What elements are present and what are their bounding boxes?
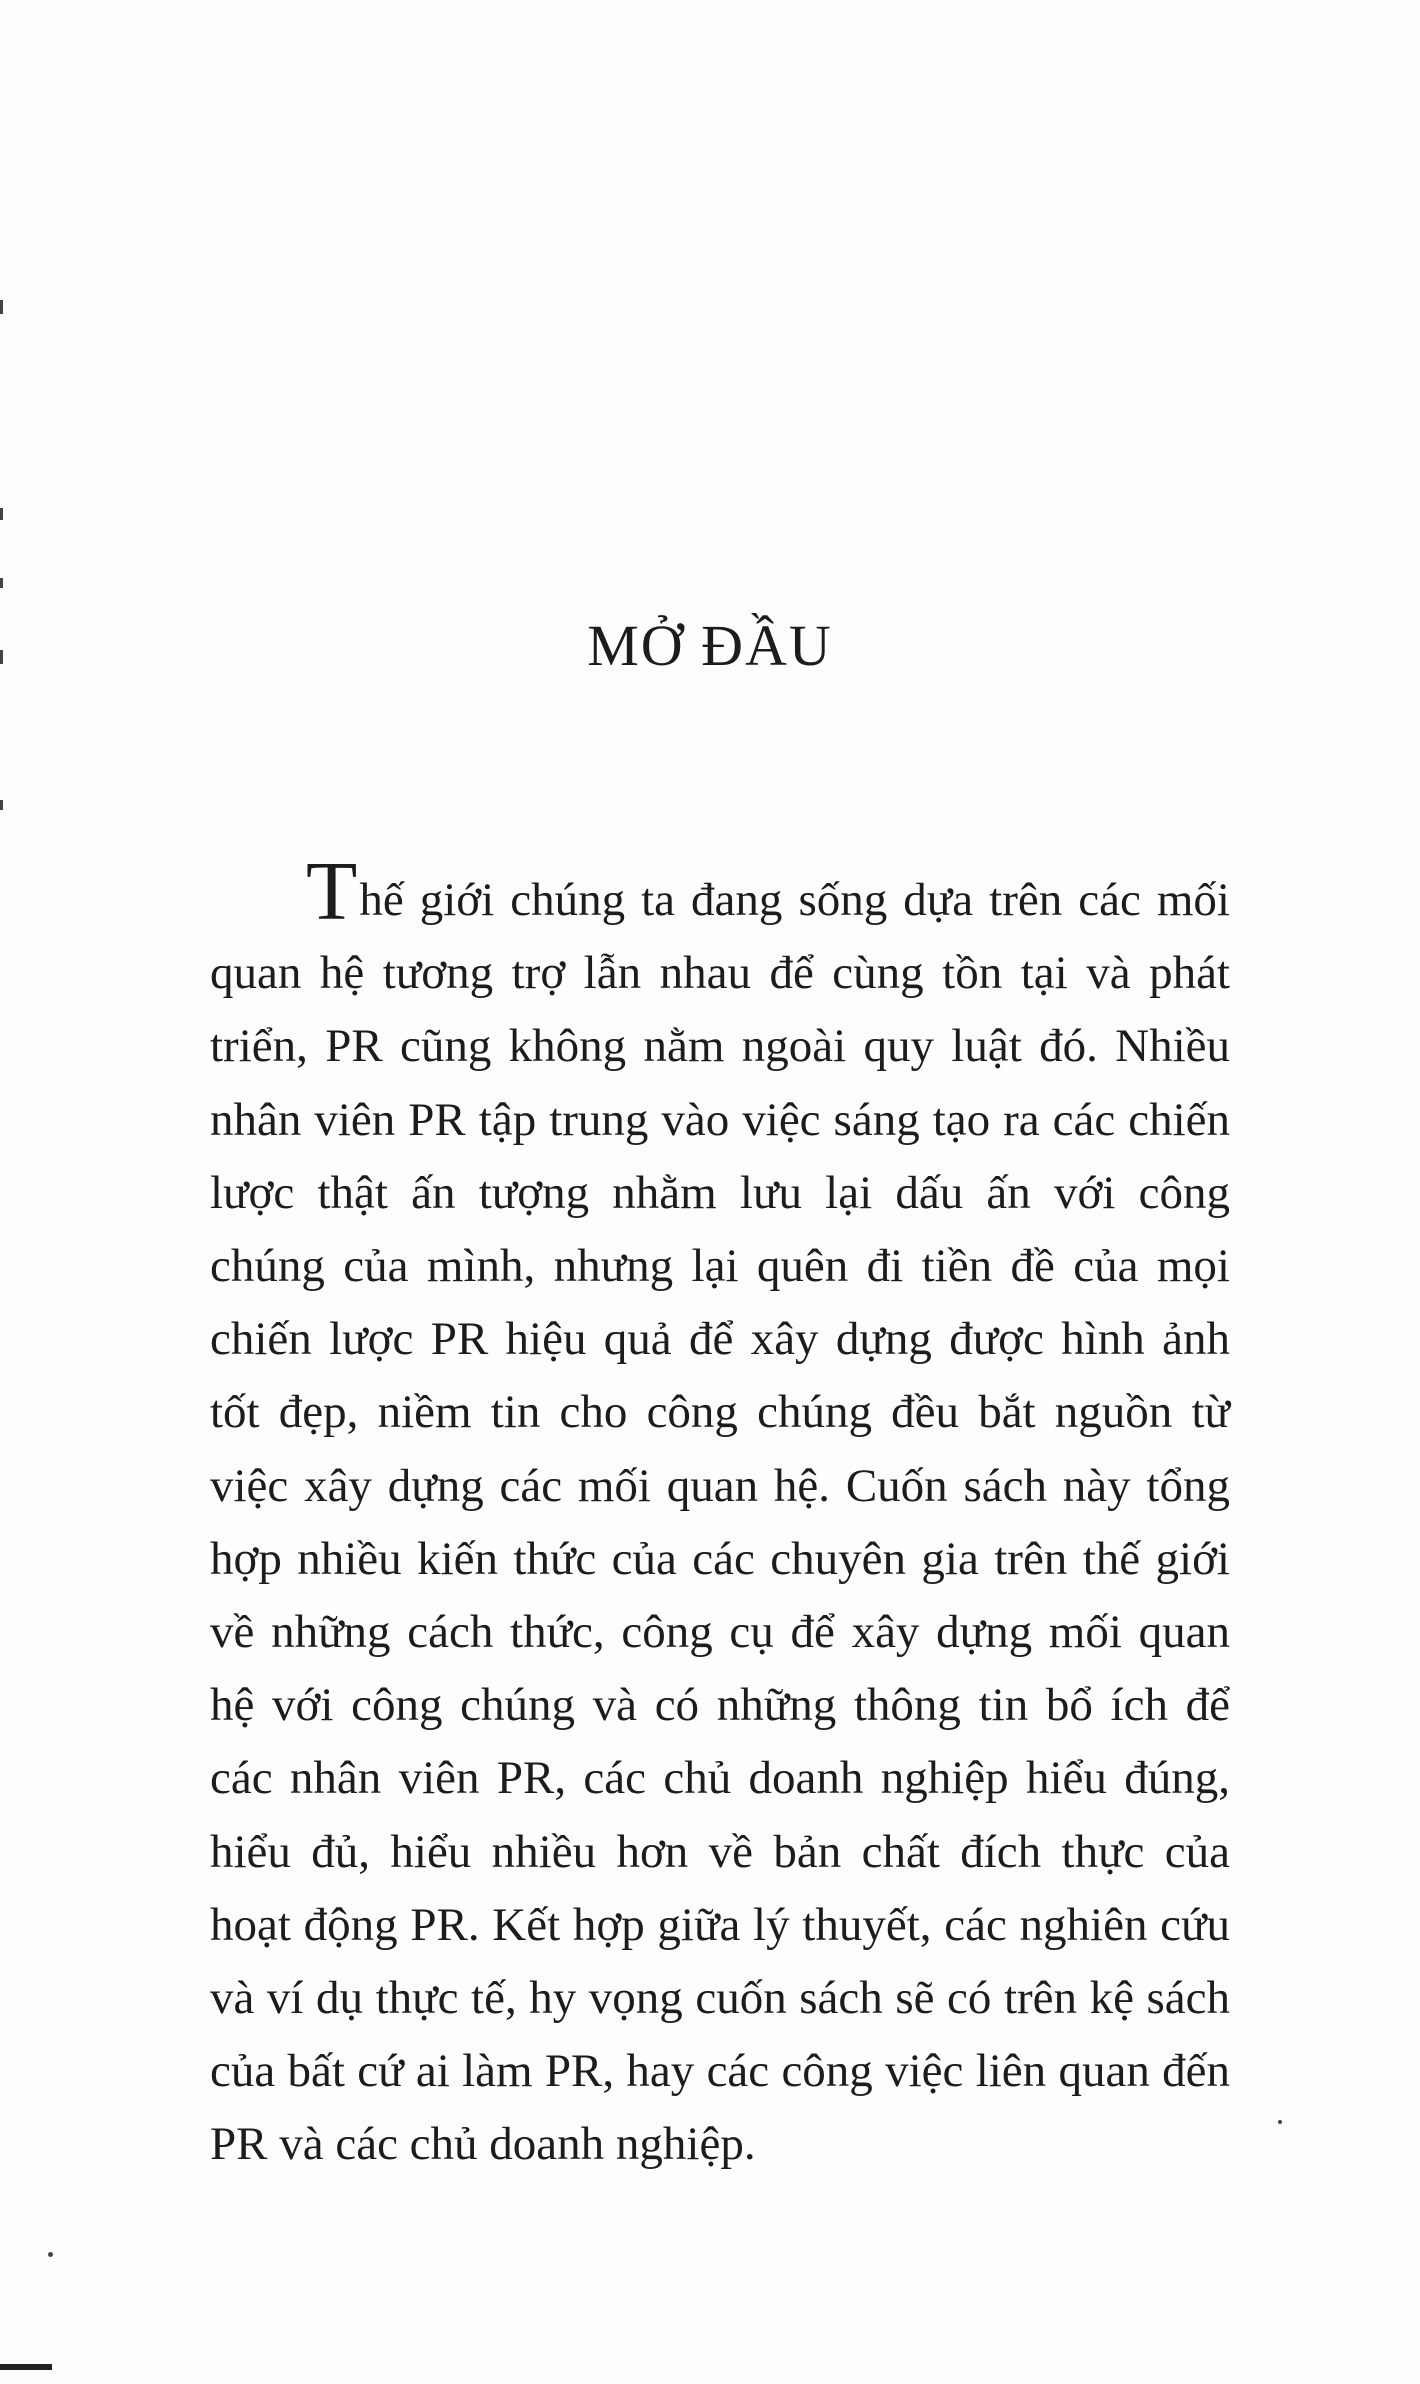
scan-artifact xyxy=(0,300,3,314)
scan-artifact xyxy=(0,578,3,588)
paragraph-line: chúng của mình, nhưng lại quên đi tiền đề của mọi xyxy=(210,1240,1230,1293)
paragraph-line: quan hệ tương trợ lẫn nhau để cùng tồn tại và phát xyxy=(210,947,1230,1000)
paragraph-line: tốt đẹp, niềm tin cho công chúng đều bắt nguồn từ xyxy=(210,1386,1230,1439)
paragraph-line: việc xây dựng các mối quan hệ. Cuốn sách này tổng xyxy=(210,1459,1230,1512)
paragraph-line: PR và các chủ doanh nghiệp. xyxy=(210,2118,756,2171)
paragraph-line: và ví dụ thực tế, hy vọng cuốn sách sẽ có trên kệ sách xyxy=(210,1972,1230,2025)
paragraph-line: của bất cứ ai làm PR, hay các công việc liên quan đến xyxy=(210,2045,1230,2098)
scan-artifact xyxy=(0,508,3,520)
paragraph-line: triển, PR cũng không nằm ngoài quy luật đó. Nhiều xyxy=(210,1020,1230,1073)
intro-paragraph xyxy=(210,845,1230,2182)
paragraph-line: lược thật ấn tượng nhằm lưu lại dấu ấn với công xyxy=(210,1166,1230,1219)
scan-artifact xyxy=(1278,2120,1282,2124)
paragraph-line: hiểu đủ, hiểu nhiều hơn về bản chất đích thực của xyxy=(210,1825,1230,1878)
paragraph-line: Thế giới chúng ta đang sống dựa trên các mối xyxy=(306,845,1230,938)
drop-cap: T xyxy=(306,845,358,938)
paragraph-line: hợp nhiều kiến thức của các chuyên gia trên thế giới xyxy=(210,1532,1230,1585)
paragraph-line: các nhân viên PR, các chủ doanh nghiệp hiểu đúng, xyxy=(210,1752,1230,1805)
scan-artifact xyxy=(48,2252,53,2257)
paragraph-line: hệ với công chúng và có những thông tin bổ ích để xyxy=(210,1679,1230,1732)
paragraph-line: hoạt động PR. Kết hợp giữa lý thuyết, các nghiên cứu xyxy=(210,1898,1230,1951)
chapter-title: MỞ ĐẦU xyxy=(587,613,833,678)
paragraph-line: về những cách thức, công cụ để xây dựng mối quan xyxy=(210,1606,1230,1659)
paragraph-line: nhân viên PR tập trung vào việc sáng tạo ra các chiến xyxy=(210,1093,1230,1146)
scan-artifact xyxy=(0,800,3,810)
scan-edge-bar xyxy=(0,2364,52,2370)
paragraph-line: chiến lược PR hiệu quả để xây dựng được hình ảnh xyxy=(210,1313,1230,1366)
